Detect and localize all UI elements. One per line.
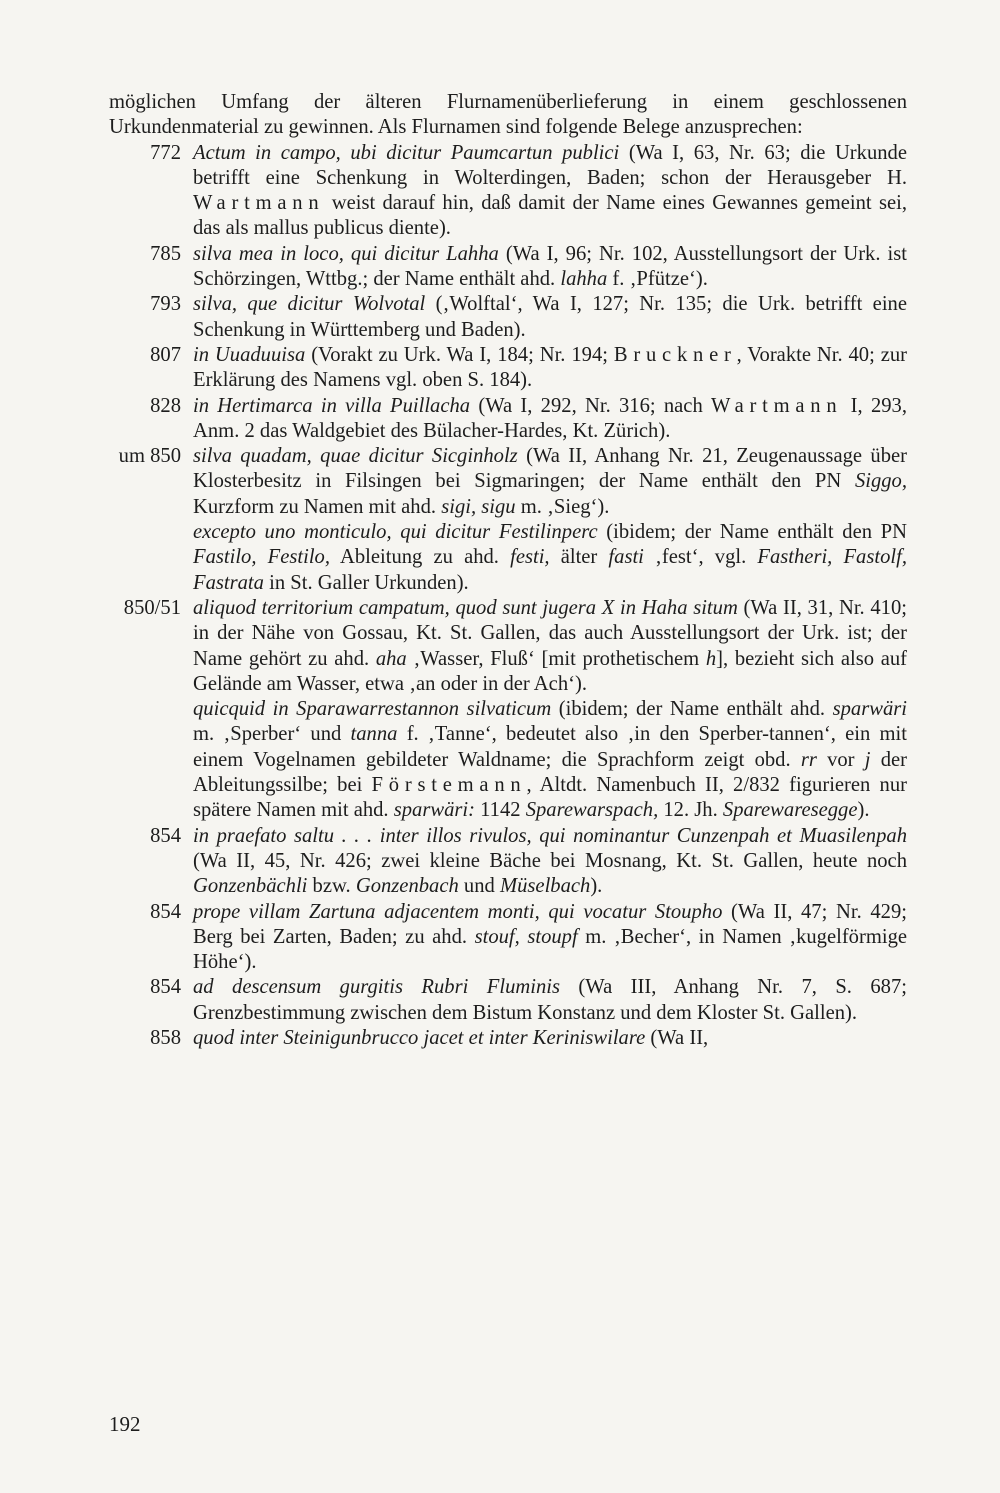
document-entry	[109, 697, 907, 823]
italic-text: Gonzenbach	[355, 875, 459, 898]
entry-text: (Wa I, 96; Nr. 102, Ausstellungsort der Urk. ist Schörzingen, Wttbg.; der Name enthält ahd.	[193, 242, 907, 291]
entry-text: I, 293, Anm. 2 das Waldgebiet des Bülacher-Hardes, Kt. Zürich).	[193, 394, 907, 442]
italic-text: sigi, sigu	[441, 495, 516, 518]
entry-text: (Wa II, 47; Nr. 429; Berg bei Zarten, Baden; zu ahd.	[193, 900, 907, 948]
body-text	[109, 90, 907, 1051]
italic-text: in Hertimarca in villa Puillacha	[193, 394, 471, 417]
document-entry	[109, 975, 907, 1026]
entry-text: (ibidem; der Name enthält den PN	[597, 521, 908, 544]
entry-text: ‚Wasser, Fluß‘ [mit prothetischem	[406, 647, 706, 670]
entry-text: (Wa II, 31, Nr. 410; in der Nähe von Gossau, Kt. St. Gallen, das auch Ausstellungsort der Urk. ist; der Name gehört zu ahd.	[193, 596, 907, 670]
italic-text: Siggo,	[854, 470, 907, 493]
entry-year: 854	[150, 976, 181, 999]
entry-year: 858	[150, 1026, 181, 1049]
document-entry	[109, 242, 907, 293]
document-entry	[109, 824, 907, 900]
entry-list	[109, 141, 907, 1052]
italic-text: excepto uno monticulo, qui dicitur Festilinperc	[193, 521, 598, 544]
document-entry	[109, 343, 907, 394]
italic-text: lahha	[560, 268, 608, 291]
entry-text: (Wa III, Anhang Nr. 7, S. 687; Grenzbestimmung zwischen dem Bistum Konstanz und dem Kloster St. Gallen).	[193, 976, 908, 1024]
entry-text: , Vorakte Nr. 40; zur Erklärung des Namens vgl. oben S. 184).	[193, 343, 907, 392]
entry-text: der Ableitungssilbe; bei	[193, 748, 907, 797]
spaced-author-name: Wartmann	[711, 394, 843, 417]
italic-text: in praefato saltu . . . inter illos rivulos, qui nominantur Cunzenpah et Muasilenpah	[193, 824, 907, 847]
italic-text: Actum in campo, ubi dicitur Paumcartun publici	[193, 141, 620, 164]
entry-text: (ibidem; der Name enthält ahd.	[551, 698, 833, 721]
entry-year: 772	[150, 141, 181, 164]
entry-text: Ableitung zu ahd.	[329, 546, 511, 569]
entry-text: m. ‚Sieg‘).	[515, 495, 610, 518]
entry-text: 1142	[474, 799, 526, 822]
entry-year: 793	[150, 293, 181, 316]
italic-text: quicquid in Sparawarrestannon silvaticum	[193, 698, 552, 721]
italic-text: Sparewaresegge	[722, 799, 858, 822]
italic-text: ad descensum gurgitis Rubri Fluminis	[193, 976, 560, 999]
entry-text: (‚Wolftal‘, Wa I, 127; Nr. 135; die Urk. betrifft eine Schenkung in Württemberg und Baden).	[193, 293, 907, 341]
entry-text: vor	[816, 748, 865, 771]
entry-text: ).	[590, 875, 603, 898]
entry-text: m. ‚Becher‘, in Namen ‚kugelförmige Höhe‘).	[193, 925, 908, 974]
italic-text: quod inter Steinigunbrucco jacet et inter Keriniswilare	[193, 1026, 646, 1049]
spaced-author-name: Förstemann	[371, 774, 527, 797]
italic-text: prope villam Zartuna adjacentem monti, qui vocatur Stoupho	[193, 900, 723, 923]
italic-text: Gonzenbächli	[193, 875, 308, 898]
entry-text: (Wa II, 45, Nr. 426; zwei kleine Bäche bei Mosnang, Kt. St. Gallen, heute noch	[193, 849, 907, 872]
document-entry	[109, 292, 907, 343]
entry-year: 850/51	[123, 596, 181, 619]
entry-year: um 850	[118, 445, 181, 468]
entry-text: (Wa II,	[645, 1026, 709, 1049]
document-entry	[109, 520, 907, 596]
document-entry	[109, 596, 907, 697]
document-entry	[109, 141, 907, 242]
entry-text: (Vorakt zu Urk. Wa I, 184; Nr. 194;	[305, 343, 614, 366]
entry-text: und	[458, 875, 500, 898]
page-number: 192	[109, 1412, 141, 1436]
intro-paragraph: möglichen Umfang der älteren Flurnamenüberlieferung in einem geschlossenen Urkundenmaterial zu gewinnen. Als Flurnamen sind folgende Belege anzusprechen:	[109, 91, 907, 139]
document-entry	[109, 1026, 907, 1051]
entry-year: 828	[150, 394, 181, 417]
spaced-author-name: Wartmann	[193, 192, 325, 215]
entry-year: 854	[150, 824, 181, 847]
entry-text: f. ‚Tanne‘, bedeutet also ‚in den Sperber-tannen‘, ein mit einem Vogelnamen gebildeter Waldname; die Sprachform zeigt obd.	[193, 723, 907, 771]
entry-year: 854	[150, 900, 181, 923]
entry-text: älter	[549, 546, 609, 569]
italic-text: j	[864, 748, 871, 771]
spaced-author-name: Bruckner	[613, 343, 737, 366]
entry-text: weist darauf hin, daß damit der Name eines Gewannes gemeint sei, das als mallus publicus diente).	[193, 192, 907, 240]
italic-text: silva, que dicitur Wolvotal	[193, 293, 426, 316]
italic-text: silva quadam, quae dicitur Sicginholz	[193, 445, 518, 468]
entry-text: (Wa II, Anhang Nr. 21, Zeugenaussage über Klosterbesitz in Filsingen bei Sigmaringen; der Name enthält den PN	[193, 445, 907, 493]
entry-year: 807	[150, 343, 181, 366]
entry-text: bzw.	[307, 875, 356, 898]
italic-text: tanna	[350, 723, 398, 746]
entry-text: , Altdt. Namenbuch II, 2/832 figurieren nur spätere Namen mit ahd.	[193, 774, 907, 822]
document-entry	[109, 444, 907, 520]
italic-text: Müselbach	[499, 875, 591, 898]
italic-text: h	[705, 647, 717, 670]
entry-text: (Wa I, 292, Nr. 316; nach	[470, 394, 712, 417]
document-entry	[109, 394, 907, 445]
entry-text: in St. Galler Urkunden).	[263, 571, 469, 594]
entry-text: ‚fest‘, vgl.	[643, 546, 758, 569]
entry-text: 12. Jh.	[658, 799, 723, 822]
italic-text: Sparewarspach,	[525, 799, 659, 822]
entry-year: 785	[150, 242, 181, 265]
italic-text: fasti	[608, 546, 644, 569]
italic-text: Fastheri, Fastolf, Fastrata	[193, 546, 907, 594]
italic-text: sparwäri:	[393, 799, 475, 822]
entry-text: m. ‚Sperber‘ und	[193, 723, 351, 746]
entry-text: (Wa I, 63, Nr. 63; die Urkunde betrifft eine Schenkung in Wolterdingen, Baden; schon der Herausgeber H.	[193, 141, 907, 189]
italic-text: aha	[375, 647, 407, 670]
italic-text: Fastilo, Festilo,	[193, 546, 330, 569]
italic-text: sparwäri	[832, 698, 907, 721]
entry-text: ).	[857, 799, 870, 822]
italic-text: aliquod territorium campatum, quod sunt jugera X in Haha situm	[193, 596, 738, 619]
italic-text: festi,	[510, 546, 550, 569]
document-entry	[109, 900, 907, 976]
italic-text: stouf, stoupf	[474, 925, 578, 948]
italic-text: silva mea in loco, qui dicitur Lahha	[193, 242, 499, 265]
entry-text: f. ‚Pfütze‘).	[607, 268, 708, 291]
italic-text: in Uuaduuisa	[193, 343, 306, 366]
entry-text: Kurzform zu Namen mit ahd.	[193, 495, 442, 518]
entry-text: ], bezieht sich also auf Gelände am Wasser, etwa ‚an oder in der Ach‘).	[193, 647, 907, 695]
italic-text: rr	[800, 748, 817, 771]
